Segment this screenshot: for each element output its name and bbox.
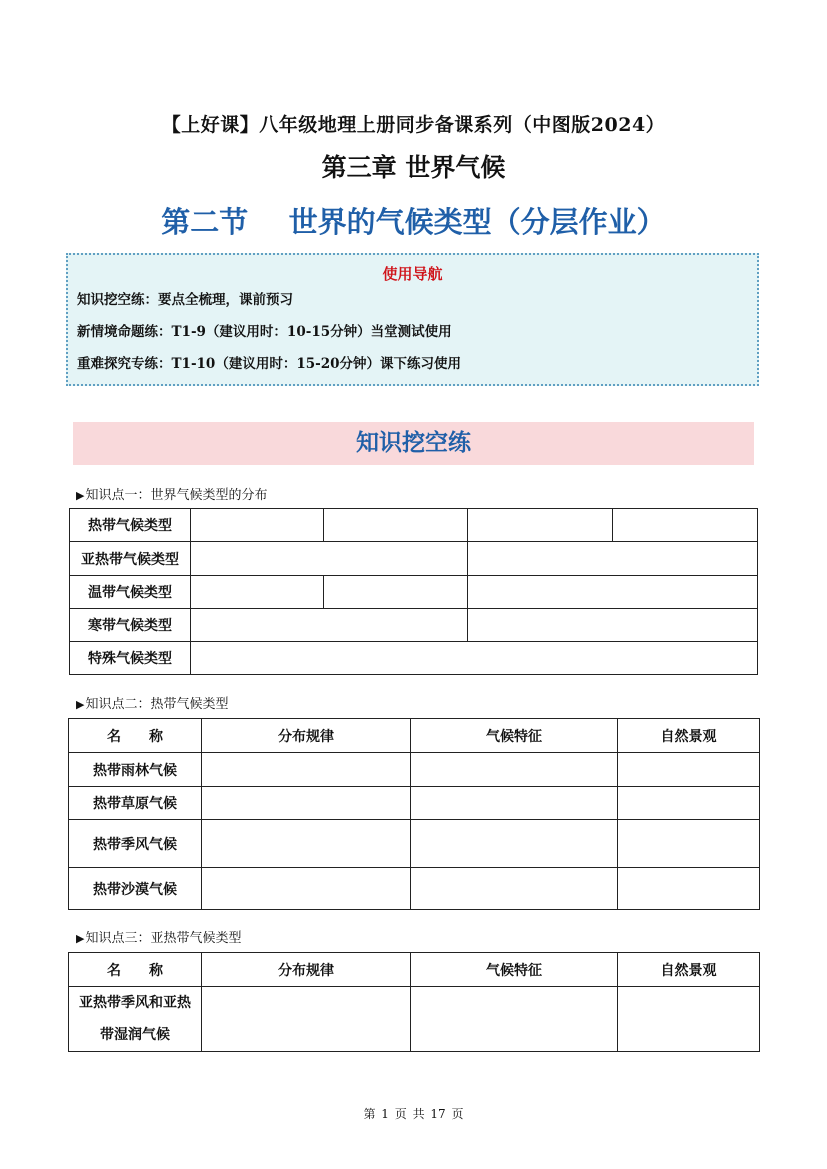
header-name: 名 称 [69, 953, 202, 987]
guide-line-preview: 知识挖空练：要点全梳理，课前预习 [77, 292, 293, 308]
table-row [69, 787, 760, 820]
blank-cell[interactable] [411, 820, 618, 868]
blank-cell[interactable] [468, 542, 758, 576]
blank-cell[interactable] [618, 868, 760, 910]
row-label: 热带气候类型 [70, 509, 191, 542]
row-label: 热带季风气候 [69, 820, 202, 868]
page-footer [0, 1105, 827, 1122]
table-row [69, 868, 760, 910]
kp3-table [68, 952, 760, 1052]
arrow-icon: ▶ [76, 698, 85, 711]
section-title: 第二节 世界的气候类型（分层作业） [161, 205, 666, 239]
blank-cell[interactable] [411, 753, 618, 787]
blank-cell[interactable] [618, 987, 760, 1052]
blank-cell[interactable] [202, 787, 411, 820]
arrow-icon: ▶ [76, 932, 85, 945]
series-title: 【上好课】八年级地理上册同步备课系列（中图版2024） [161, 114, 666, 136]
chapter-title: 第三章 世界气候 [321, 153, 506, 182]
blank-cell[interactable] [468, 609, 758, 642]
row-label: 特殊气候类型 [70, 642, 191, 675]
row-label: 热带沙漠气候 [69, 868, 202, 910]
section-banner: 知识挖空练 [73, 422, 754, 465]
footer-mid: 页 共 [394, 1107, 425, 1121]
kp3-label [76, 927, 241, 946]
kp2-label [76, 693, 228, 712]
blank-cell[interactable] [202, 868, 411, 910]
table-row [70, 509, 758, 542]
blank-cell[interactable] [191, 576, 324, 609]
row-label: 亚热带季风和亚热带湿润气候 [69, 987, 202, 1052]
header-features: 气候特征 [411, 953, 618, 987]
blank-cell[interactable] [468, 509, 613, 542]
blank-cell[interactable] [613, 509, 758, 542]
usage-guide-box [66, 253, 759, 386]
table-row [69, 987, 760, 1052]
row-label: 亚热带气候类型 [70, 542, 191, 576]
footer-suffix: 页 [451, 1107, 464, 1121]
blank-cell[interactable] [468, 576, 758, 609]
row-label: 温带气候类型 [70, 576, 191, 609]
header-name: 名 称 [69, 719, 202, 753]
row-label: 热带雨林气候 [69, 753, 202, 787]
blank-cell[interactable] [191, 509, 324, 542]
blank-cell[interactable] [411, 787, 618, 820]
header-features: 气候特征 [411, 719, 618, 753]
kp3-label-text: 知识点三：亚热带气候类型 [85, 931, 242, 946]
blank-cell[interactable] [411, 868, 618, 910]
blank-cell[interactable] [191, 542, 468, 576]
arrow-icon: ▶ [76, 489, 85, 502]
blank-cell[interactable] [618, 787, 760, 820]
blank-cell[interactable] [411, 987, 618, 1052]
row-label: 寒带气候类型 [70, 609, 191, 642]
kp2-table [68, 718, 760, 910]
footer-prefix: 第 [363, 1107, 376, 1121]
kp1-label-text: 知识点一：世界气候类型的分布 [85, 488, 268, 503]
blank-cell[interactable] [618, 753, 760, 787]
table-row [70, 576, 758, 609]
blank-cell[interactable] [618, 820, 760, 868]
table-row [69, 753, 760, 787]
guide-line-homework: 重难探究专练：T1-10（建议用时：15-20分钟）课下练习使用 [77, 356, 462, 372]
footer-total-pages: 17 [430, 1107, 446, 1121]
kp1-label [76, 484, 267, 503]
table-row [69, 820, 760, 868]
blank-cell[interactable] [202, 820, 411, 868]
header-distribution: 分布规律 [202, 719, 411, 753]
blank-cell[interactable] [324, 509, 468, 542]
header-landscape: 自然景观 [618, 953, 760, 987]
table-row [70, 542, 758, 576]
table-row [70, 609, 758, 642]
blank-cell[interactable] [202, 753, 411, 787]
header-distribution: 分布规律 [202, 953, 411, 987]
table-header-row [69, 953, 760, 987]
kp1-table [69, 508, 758, 675]
row-label: 热带草原气候 [69, 787, 202, 820]
blank-cell[interactable] [324, 576, 468, 609]
guide-line-class-test: 新情境命题练：T1-9（建议用时：10-15分钟）当堂测试使用 [77, 324, 452, 340]
blank-cell[interactable] [191, 609, 468, 642]
header-landscape: 自然景观 [618, 719, 760, 753]
blank-cell[interactable] [202, 987, 411, 1052]
table-row [70, 642, 758, 675]
kp2-label-text: 知识点二：热带气候类型 [85, 697, 229, 712]
footer-page-number: 1 [381, 1107, 389, 1121]
usage-guide-heading: 使用导航 [382, 265, 443, 283]
table-header-row [69, 719, 760, 753]
blank-cell[interactable] [191, 642, 758, 675]
